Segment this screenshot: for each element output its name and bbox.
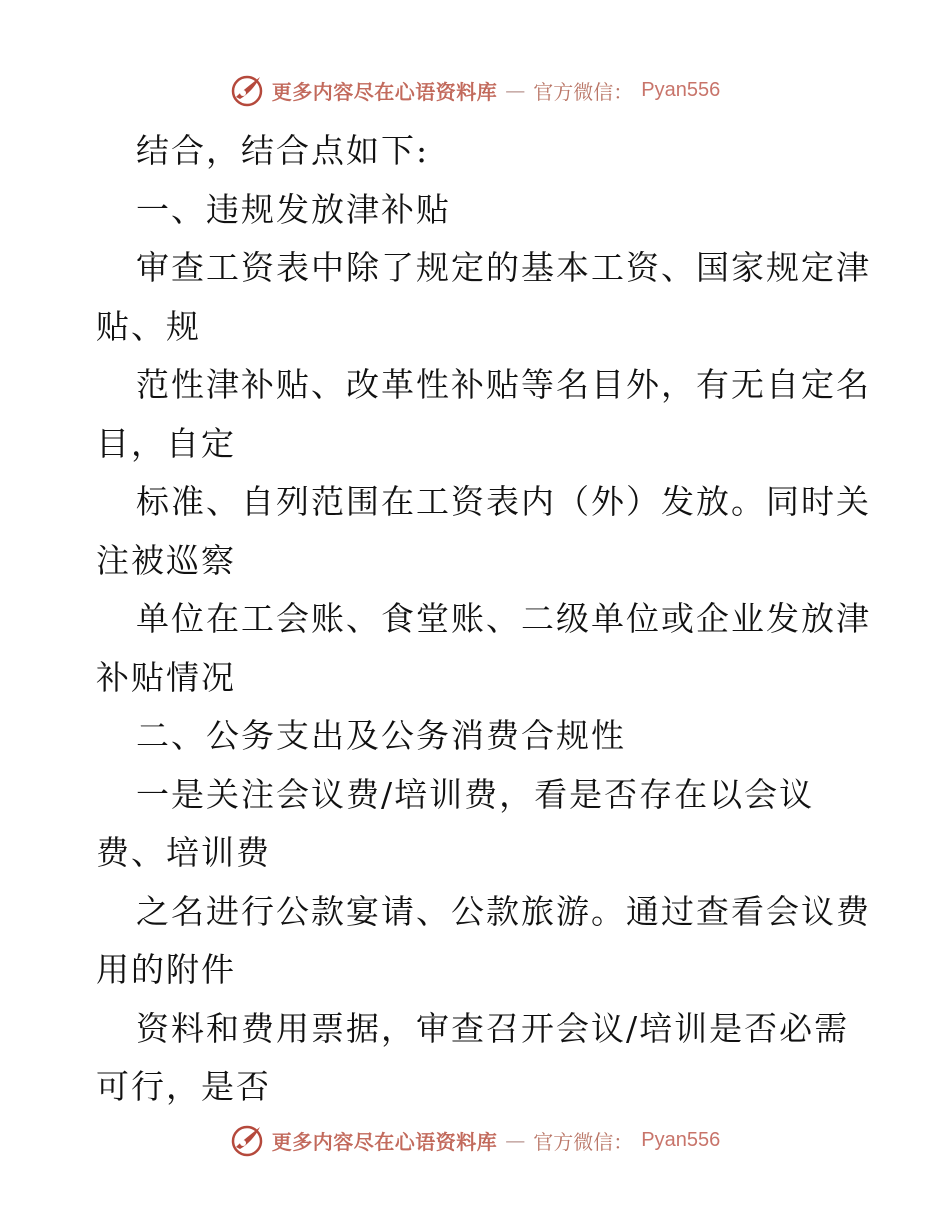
header-watermark-banner (0, 70, 950, 110)
banner-wechat-id: Pyan556 (641, 78, 721, 101)
text-line: 单位在工会账、食堂账、二级单位或企业发放津 (136, 599, 871, 638)
banner-title: 更多内容尽在心语资料库 (271, 1129, 498, 1154)
banner-separator: — (505, 1128, 526, 1152)
text-line: 补贴情况 (96, 657, 236, 697)
quill-logo-icon (230, 1123, 264, 1157)
text-line: 之名进行公款宴请、公款旅游。通过查看会议费 (136, 891, 871, 931)
text-line: 审查工资表中除了规定的基本工资、国家规定津 (136, 248, 871, 287)
text-line: 注被巡察 (96, 540, 236, 580)
text-line: 费、培训费 (96, 833, 271, 872)
quill-logo-icon (230, 73, 264, 107)
banner-title: 更多内容尽在心语资料库 (271, 79, 498, 104)
text-line: 资料和费用票据，审查召开会议/培训是否必需 (136, 1008, 850, 1048)
text-line: 二、公务支出及公务消费合规性 (136, 716, 626, 755)
text-line: 一、违规发放津补贴 (136, 189, 451, 229)
text-line: 标准、自列范围在工资表内（外）发放。同时关 (136, 482, 871, 521)
text-line: 一是关注会议费/培训费，看是否存在以会议 (136, 774, 815, 814)
footer-watermark-banner (0, 1120, 950, 1160)
text-line: 可行，是否 (96, 1067, 271, 1106)
text-line: 目，自定 (96, 423, 236, 463)
banner-wechat-label: 官方微信： (533, 79, 634, 104)
text-line: 用的附件 (96, 950, 236, 989)
text-line: 贴、规 (96, 306, 201, 346)
banner-wechat-id: Pyan556 (641, 1128, 721, 1151)
text-line: 结合，结合点如下: (136, 131, 430, 170)
text-line: 范性津补贴、改革性补贴等名目外，有无自定名 (136, 365, 871, 404)
document-body (96, 122, 871, 1117)
banner-wechat-label: 官方微信： (533, 1129, 634, 1154)
banner-separator: — (505, 78, 526, 102)
